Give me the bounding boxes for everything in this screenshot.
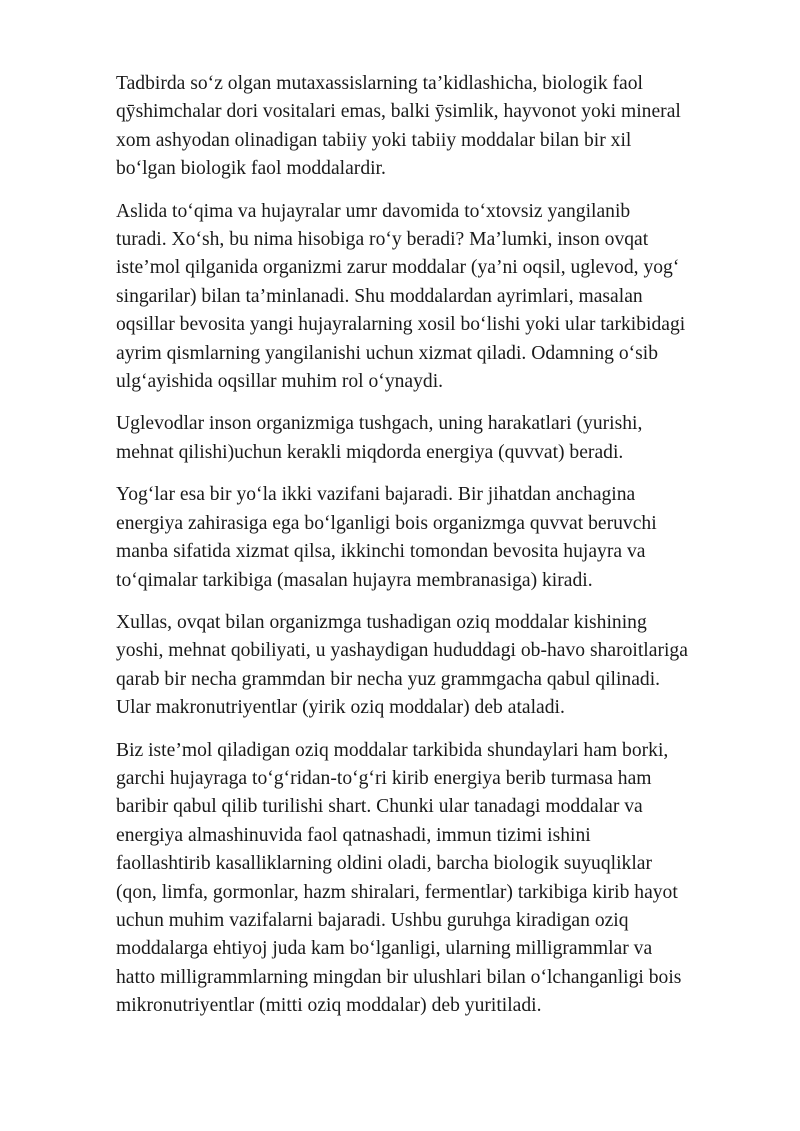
- paragraph-4: Yog‘lar esa bir yo‘la ikki vazifani bajaradi. Bir jihatdan anchagina energiya zahirasiga ega bo‘lganligi bois organizmga quvvat beruvchi manba sifatida xizmat qilsa, ikkinchi tomondan bevosita hujayra va to‘qimalar tarkibiga (masalan hujayra membranasiga) kiradi.: [116, 484, 657, 591]
- document-body: [116, 70, 766, 1035]
- paragraph-2: Aslida to‘qima va hujayralar umr davomida to‘xtovsiz yangilanib turadi. Xo‘sh, bu nima hisobiga ro‘y beradi? Ma’lumki, inson ovqat iste’mol qilganida organizmi zarur moddalar (ya’ni oqsil, uglevod, yog‘ singarilar) bilan ta’minlanadi. Shu moddalardan ayrimlari, masalan oqsillar bevosita yangi hujayralarning xosil bo‘lishi yoki ular tarkibidagi ayrim qismlarning yangilanishi uchun xizmat qiladi. Odamning o‘sib ulg‘ayishida oqsillar muhim rol o‘ynaydi.: [116, 200, 686, 393]
- paragraph-5: Xullas, ovqat bilan organizmga tushadigan oziq moddalar kishining yoshi, mehnat qobiliyati, u yashaydigan hududdagi ob-havo sharoitlariga qarab bir necha grammdan bir necha yuz grammgacha qabul qilinadi. Ular makronutriyentlar (yirik oziq moddalar) deb ataladi.: [116, 611, 688, 719]
- paragraph-6: Biz iste’mol qiladigan oziq moddalar tarkibida shundaylari ham borki, garchi hujayraga to‘g‘ridan-to‘g‘ri kirib energiya berib turmasa ham baribir qabul qilib turilishi shart. Chunki ular tanadagi moddalar va energiya almashinuvida faol qatnashadi, immun tizimi ishini faollashtirib kasalliklarning oldini oladi, barcha biologik suyuqliklar (qon, limfa, gormonlar, hazm shiralari, fermentlar) tarkibiga kirib hayot uchun muhim vazifalarni bajaradi. Ushbu guruhga kiradigan oziq moddalarga ehtiyoj juda kam bo‘lganligi, ularning milligrammlar va hatto milligrammlarning mingdan bir ulushlari bilan o‘lchanganligi bois mikronutriyentlar (mitti oziq moddalar) deb yuritiladi.: [116, 739, 682, 1017]
- paragraph-3: Uglevodlar inson organizmiga tushgach, uning harakatlari (yurishi, mehnat qilishi)uchun kerakli miqdorda energiya (quvvat) beradi.: [116, 413, 643, 463]
- paragraph-1: Tadbirda so‘z olgan mutaxassislarning ta’kidlashicha, biologik faol qӯshimchalar dori vositalari emas, balki ӯsimlik, hayvonot yoki mineral xom ashyodan olinadigan tabiiy yoki tabiiy moddalar bilan bir xil bo‘lgan biologik faol moddalardir.: [116, 73, 681, 180]
